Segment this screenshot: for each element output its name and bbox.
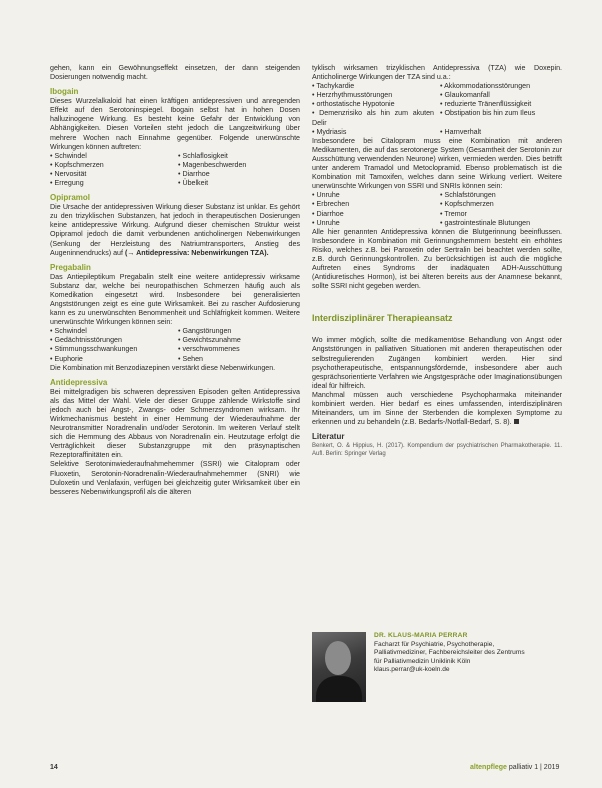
end-of-article-mark (514, 419, 519, 424)
interdisciplinary-paragraph-1: Wo immer möglich, sollte die medikamentöse Behandlung von Angst oder Angststörungen in palliativen Situationen mit anderen therapeutischen oder selbstregulierenden Zugängen kombiniert werden. Hier sind psychotherapeutische, entspannungsfördernde, insbesondere aber auch gesprächsorientierte Verfahren wie Angstgespräche oder Imaginationsübungen ideal für hilfreich. (312, 336, 562, 390)
author-box (312, 632, 562, 710)
list-item: • Gewichtszunahme (178, 336, 300, 345)
opipramol-body: Die Ursache der antidepressiven Wirkung dieser Substanz ist unklar. Es gehört zu den trizyklischen Substanzen, hat jedoch in therapeutischen Dosierungen keine antidepressive Wirkung. Aufgrund dieser chemischen Struktur weist Opipramol jedoch die damit verbundenen anticholinergen Nebenwirkungen (Senkung der Herzleistung des Natriumtransporters, Anstieg des Augeninnendrucks) auf (50, 203, 300, 257)
ibogain-heading: Ibogain (50, 87, 79, 97)
citalopram-paragraph: Insbesondere bei Citalopram muss eine Kombination mit anderen Medikamenten, die auf das serotonerge System (Gesamtheit der Serotonin zur Ausschüttung verwendenden Neurone) wirken, vermieden werden. Dies betrifft unter anderem Tramadol und Metoclopramid. Ebenso problematisch ist die Kombination mit Tamoxifen, welches dann seine Wirkung verliert. Weitere unerwünschte Wirkungen von SSRI und SNRIs können sein: (312, 136, 562, 191)
list-item: • Gangstörungen (178, 327, 300, 336)
list-item: • Tachykardie (312, 82, 434, 91)
list-item: • Schlaflosigkeit (178, 152, 300, 161)
journal-footer (470, 764, 559, 771)
tza-intro: tyklisch wirksamen trizyklischen Antidepressiva (TZA) wie Doxepin. Anticholinerge Wirkungen der TZA sind u.a.: (312, 64, 562, 82)
list-item: • Stimmungsschwankungen (50, 345, 172, 354)
journal-issue: palliativ 1 | 2019 (508, 764, 560, 771)
page-number: 14 (50, 764, 58, 771)
author-line: Facharzt für Psychiatrie, Psychotherapie, (374, 640, 495, 648)
list-item: • Schwindel (50, 327, 172, 336)
author-shoulders (316, 676, 362, 702)
right-column (312, 64, 562, 458)
list-item: • orthostatische Hypotonie (312, 100, 434, 109)
author-name: DR. KLAUS-MARIA PERRAR (374, 632, 468, 639)
list-item: • reduzierte Tränenflüssigkeit (440, 100, 562, 109)
list-item: • Diarrhoe (312, 210, 434, 219)
blood-coagulation-paragraph: Alle hier genannten Antidepressiva können die Blutgerinnung beeinflussen. Insbesondere in Kombination mit Gerinnungshemmern besteht ein erhöhtes Risiko, welches z.B. bei Paroxetin oder Sertralin bei beachtet werden sollte, z.B. durch Gerinnungskontrollen. Zu berücksichtigen ist auch die mögliche Auftreten eines Syndroms der inadäquaten ADH-Ausschüttung (Antidiuretisches Hormon), ist bei älteren bereits aus der Anamnese bekannt, sollte SSRI nicht gegeben werden. (312, 227, 562, 291)
list-item: • Übelkeit (178, 179, 300, 188)
antidepressiva-heading: Antidepressiva (50, 377, 108, 387)
author-face (325, 641, 351, 675)
list-item: • Akkommodationsstörungen (440, 82, 562, 91)
pregabalin-bullet-list (50, 327, 300, 363)
list-item: • Euphorie (50, 355, 172, 364)
author-line: Palliativmediziner, Fachbereichsleiter des Zentrums (374, 649, 525, 657)
journal-name: altenpflege (470, 764, 507, 771)
intro-paragraph: gehen, kann ein Gewöhnungseffekt einsetzen, der dann steigenden Dosierungen notwendig macht. (50, 64, 300, 82)
antidepressiva-paragraph-2: Selektive Serotoninwiederaufnahmehemmer (SSRI) wie Citalopram oder Fluoxetin, Serotonin-Noradrenalin-Wiederaufnahmehemmer (SNRI) wie Duloxetin und Venlafaxin, verfügen bei gleichzeitig guter Wirksamkeit über ein besseres Nebenwirkungsprofil als die älteren (50, 460, 300, 496)
list-item: • Magenbeschwerden (178, 161, 300, 170)
pregabalin-heading: Pregabalin (50, 262, 91, 272)
list-item: • Kopfschmerzen (50, 161, 172, 170)
author-line: für Palliativmedizin Uniklinik Köln (374, 657, 471, 665)
list-item: • Glaukomanfall (440, 91, 562, 100)
list-item: • Nervosität (50, 170, 172, 179)
section-heading: Interdisziplinärer Therapieansatz (312, 313, 453, 324)
list-item: • Diarrhoe (178, 170, 300, 179)
list-item: • Herzrhythmusstörungen (312, 91, 434, 100)
author-email[interactable]: klaus.perrar@uk-koeln.de (374, 666, 450, 674)
literature-heading: Literatur (312, 432, 345, 442)
pregabalin-text: Das Antiepileptikum Pregabalin stellt eine weitere antidepressiv wirksame Substanz dar, welche bei neuropathischen Schmerzen häufig auch als Komedikation eingesetzt wird. Insbesondere bei generalisierten Angststörungen zeigt es eine gute Wirksamkeit. Bei zu rascher Aufdosierung kann es zu unerwünschten Benommenheit und Schläfrigkeit kommen. Weitere unerwünschte Wirkungen können sein: (50, 272, 300, 327)
list-item: • Unruhe (312, 219, 434, 228)
list-item: • Harnverhalt (440, 128, 562, 137)
cross-reference-link: (→ Antidepressiva: Nebenwirkungen TZA). (124, 248, 269, 257)
list-item: • gastrointestinale Blutungen (440, 219, 562, 228)
ssri-bullet-list (312, 191, 562, 227)
list-item: • Demenzrisiko als hin zum akuten Delir (312, 109, 434, 127)
list-item: • Sehen (178, 355, 300, 364)
list-item: • Unruhe (312, 191, 434, 200)
list-item: • Schwindel (50, 152, 172, 161)
tza-bullet-list (312, 82, 562, 137)
left-column (50, 64, 300, 497)
interdisciplinary-paragraph-2 (312, 391, 562, 427)
interdisciplinary-body: Manchmal müssen auch verschiedene Psychopharmaka miteinander kombiniert werden. Hier bedarf es eines umfassenden, interdisziplinären Miteinanders, um im Sinne der Sterbenden die komplexen Symptome zu erkennen und zu behandeln (z.B. Bedarfs-/Notfall-Bedarf, S. 8). (312, 390, 562, 427)
ibogain-bullet-list (50, 152, 300, 188)
antidepressiva-paragraph-1: Bei mittelgradigen bis schweren depressiven Episoden gelten Antidepressiva als das Mittel der Wahl. Viele der dieser Gruppe zählende Wirkstoffe sind jedoch auch bei Angst-, Zwangs- oder Schmerzsyndromen wirksam. Ihr Wirkmechanismus besteht in einer Hemmung der Wiederaufnahme der Neurotransmitter Noradrenalin und/oder Serotonin. Im weiteren Verlauf stellt sich die Hemmung des Abbaus von Noradrenalin ein. Heutzutage erfolgt die Verträglichkeit dieser Substanzgruppe mit den präsynaptischen Rezeptoraffinitäten ein. (50, 387, 300, 460)
list-item: • Kopfschmerzen (440, 200, 562, 209)
opipramol-text (50, 203, 300, 258)
list-item: • Schlafstörungen (440, 191, 562, 200)
list-item: • Erregung (50, 179, 172, 188)
list-item: • Mydriasis (312, 128, 434, 137)
list-item: • verschwommenes (178, 345, 300, 354)
author-photo (312, 632, 366, 702)
list-item: • Obstipation bis hin zum Ileus (440, 109, 562, 127)
opipramol-heading: Opipramol (50, 193, 91, 203)
author-info (374, 632, 525, 675)
ibogain-text: Dieses Wurzelalkaloid hat einen kräftigen antidepressiven und anregenden Effekt auf den Serotoninspiegel. Ibogain selbst hat in hohen Dosen halluzinogene Wirkung. Es besteht keine Gefahr der Entwicklung von Abhängigkeiten. Diesen Vorteilen steht jedoch die Langzeitwirkung über mehrere Wochen nach Einnahme gegenüber. Folgende unerwünschte Wirkungen können auftreten: (50, 97, 300, 151)
list-item: • Erbrechen (312, 200, 434, 209)
pregabalin-after: Die Kombination mit Benzodiazepinen verstärkt diese Nebenwirkungen. (50, 363, 276, 372)
literature-reference: Benkert, O. & Hippius, H. (2017). Kompendium der psychiatrischen Pharmakotherapie. 11. Aufl. Berlin: Springer Verlag (312, 443, 562, 458)
list-item: • Gedächtnisstörungen (50, 336, 172, 345)
list-item: • Tremor (440, 210, 562, 219)
